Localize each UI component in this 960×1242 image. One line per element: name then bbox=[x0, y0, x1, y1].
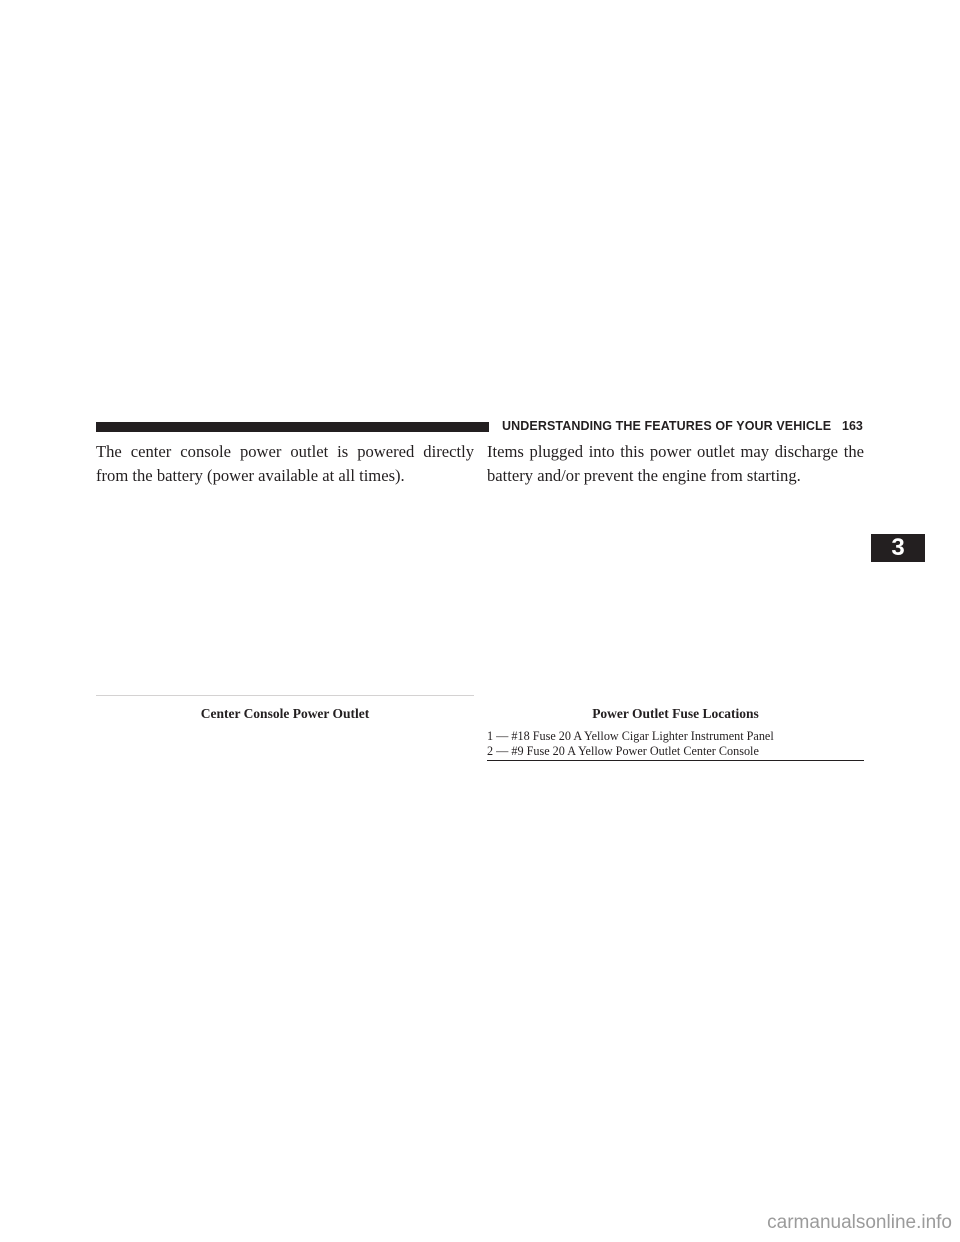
legend-divider bbox=[487, 760, 864, 761]
legend-item: 1 — #18 Fuse 20 A Yellow Cigar Lighter Instrument Panel bbox=[487, 729, 774, 743]
header-bar bbox=[96, 422, 489, 432]
legend-item: 2 — #9 Fuse 20 A Yellow Power Outlet Center Console bbox=[487, 744, 759, 758]
watermark: carmanualsonline.info bbox=[767, 1212, 952, 1233]
chapter-tab: 3 bbox=[871, 534, 925, 562]
right-figure-caption: Power Outlet Fuse Locations bbox=[592, 706, 759, 721]
right-paragraph: Items plugged into this power outlet may discharge the battery and/or prevent the engine from starting. bbox=[487, 442, 864, 485]
left-paragraph: The center console power outlet is powered directly from the battery (power available at all times). bbox=[96, 442, 474, 485]
left-figure-caption: Center Console Power Outlet bbox=[200, 706, 370, 721]
running-header: UNDERSTANDING THE FEATURES OF YOUR VEHICLE bbox=[502, 419, 832, 433]
fuse-legend bbox=[487, 729, 864, 759]
figure-divider bbox=[96, 695, 474, 696]
page-number: 163 bbox=[842, 419, 863, 433]
